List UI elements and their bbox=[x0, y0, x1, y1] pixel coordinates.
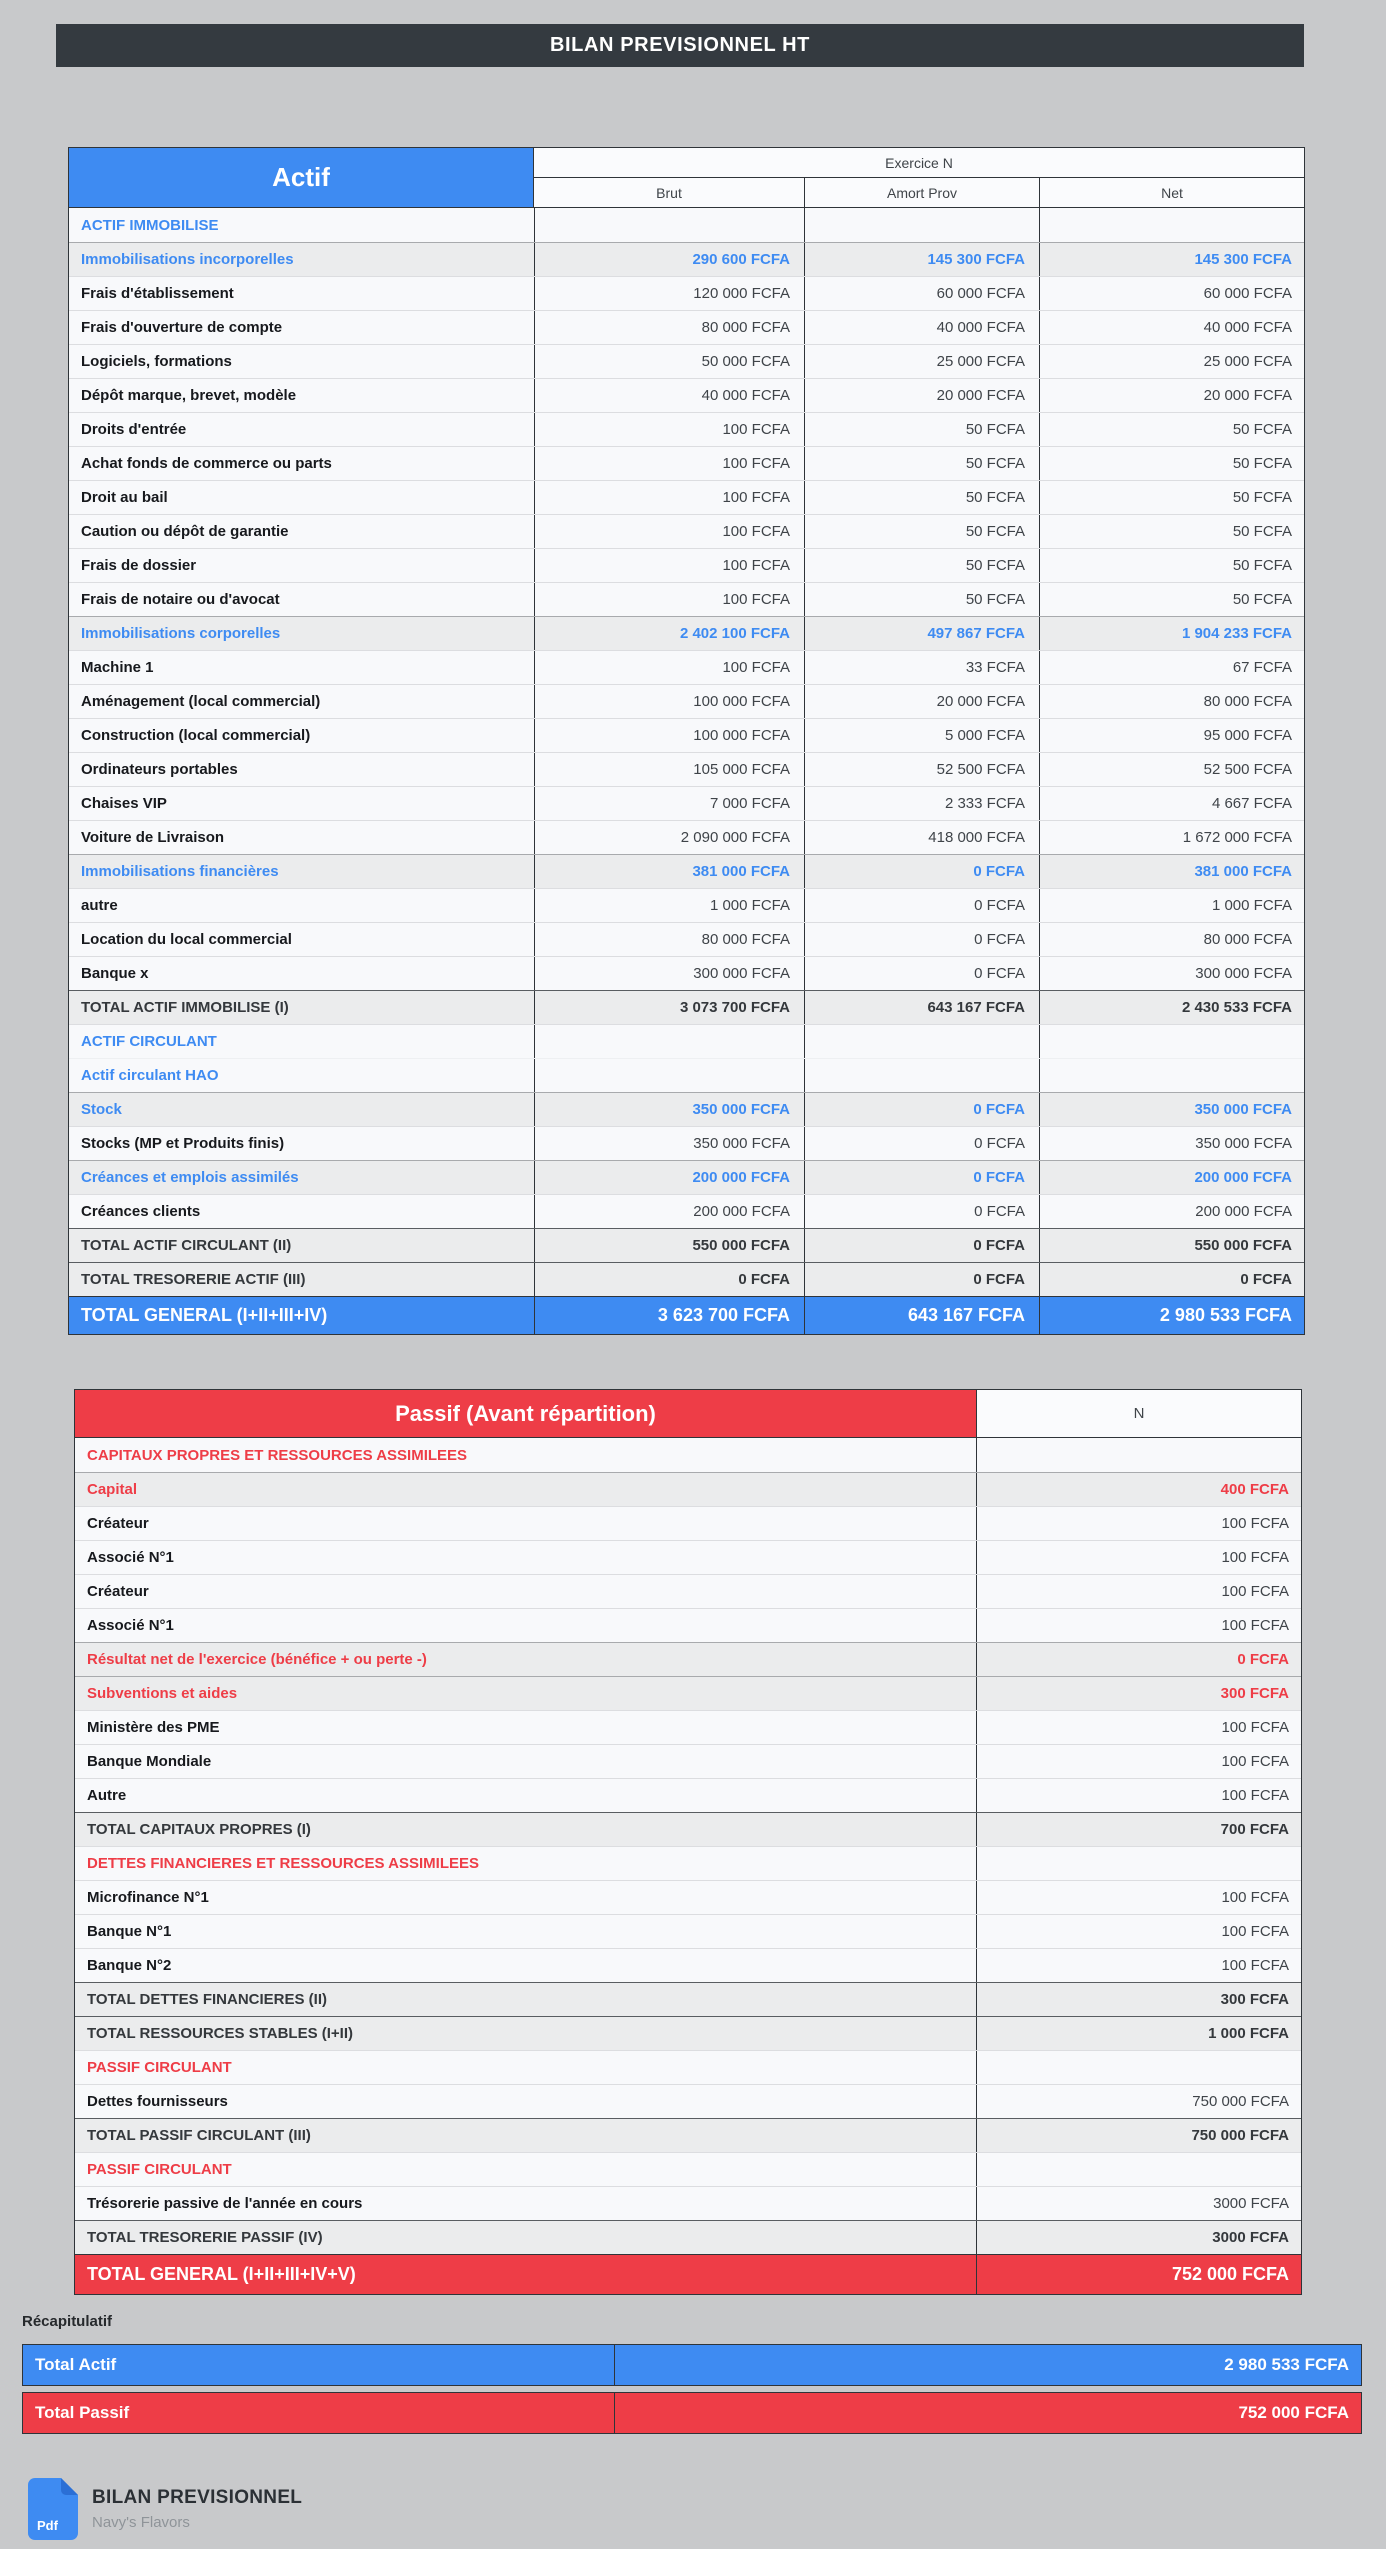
n-value: 400 FCFA bbox=[976, 1473, 1303, 1506]
net-value: 20 000 FCFA bbox=[1039, 379, 1306, 412]
brut-value: 550 000 FCFA bbox=[534, 1229, 804, 1262]
n-value: 100 FCFA bbox=[976, 1541, 1303, 1574]
net-value: 300 000 FCFA bbox=[1039, 957, 1306, 990]
passif-row bbox=[75, 1744, 1301, 1778]
row-label: Banque x bbox=[81, 965, 149, 982]
amort-prov-value: 40 000 FCFA bbox=[804, 311, 1039, 344]
row-label: TOTAL CAPITAUX PROPRES (I) bbox=[87, 1821, 311, 1838]
pdf-attachment[interactable] bbox=[28, 2478, 302, 2540]
passif-table-title: Passif (Avant répartition) bbox=[75, 1390, 976, 1437]
amort-prov-value: 418 000 FCFA bbox=[804, 821, 1039, 854]
passif-row bbox=[75, 1778, 1301, 1812]
net-value: 40 000 FCFA bbox=[1039, 311, 1306, 344]
row-label: Voiture de Livraison bbox=[81, 829, 225, 846]
n-value: 752 000 FCFA bbox=[976, 2255, 1303, 2294]
row-label: Droit au bail bbox=[81, 489, 168, 506]
row-label: Trésorerie passive de l'année en cours bbox=[87, 2195, 363, 2212]
brut-value: 7 000 FCFA bbox=[534, 787, 804, 820]
row-label: TOTAL DETTES FINANCIERES (II) bbox=[87, 1991, 328, 2008]
row-label: Aménagement (local commercial) bbox=[81, 693, 321, 710]
net-value: 50 FCFA bbox=[1039, 413, 1306, 446]
actif-row bbox=[69, 922, 1304, 956]
amort-prov-value: 50 FCFA bbox=[804, 447, 1039, 480]
brut-value: 40 000 FCFA bbox=[534, 379, 804, 412]
row-label: Créances et emplois assimilés bbox=[81, 1169, 299, 1186]
row-label: ACTIF CIRCULANT bbox=[81, 1033, 217, 1050]
recap-value: 2 980 533 FCFA bbox=[1224, 2355, 1349, 2374]
passif-row bbox=[75, 1880, 1301, 1914]
row-label: Location du local commercial bbox=[81, 931, 292, 948]
row-label: Créateur bbox=[87, 1583, 149, 1600]
actif-row bbox=[69, 888, 1304, 922]
passif-row bbox=[75, 1676, 1301, 1710]
net-value: 1 000 FCFA bbox=[1039, 889, 1306, 922]
passif-row bbox=[75, 2152, 1301, 2186]
row-label: Banque Mondiale bbox=[87, 1753, 212, 1770]
amort-prov-value: 145 300 FCFA bbox=[804, 243, 1039, 276]
n-value bbox=[976, 2153, 1303, 2186]
column-header-brut: Brut bbox=[656, 184, 682, 201]
row-label: Associé N°1 bbox=[87, 1617, 174, 1634]
row-label: Frais d'établissement bbox=[81, 285, 234, 302]
net-value: 381 000 FCFA bbox=[1039, 855, 1306, 888]
row-label: Autre bbox=[87, 1787, 127, 1804]
actif-row bbox=[69, 820, 1304, 854]
actif-row bbox=[69, 276, 1304, 310]
amort-prov-value: 643 167 FCFA bbox=[804, 1297, 1039, 1334]
net-value: 60 000 FCFA bbox=[1039, 277, 1306, 310]
actif-row bbox=[69, 1296, 1304, 1334]
brut-value: 100 000 FCFA bbox=[534, 685, 804, 718]
passif-row bbox=[75, 2050, 1301, 2084]
passif-row bbox=[75, 2118, 1301, 2152]
net-value: 145 300 FCFA bbox=[1039, 243, 1306, 276]
amort-prov-value: 2 333 FCFA bbox=[804, 787, 1039, 820]
actif-row bbox=[69, 956, 1304, 990]
passif-row bbox=[75, 1948, 1301, 1982]
actif-row bbox=[69, 344, 1304, 378]
row-label: Frais d'ouverture de compte bbox=[81, 319, 283, 336]
amort-prov-value bbox=[804, 208, 1039, 242]
actif-row bbox=[69, 718, 1304, 752]
brut-value: 100 FCFA bbox=[534, 515, 804, 548]
actif-row bbox=[69, 446, 1304, 480]
actif-row bbox=[69, 378, 1304, 412]
recap-rows bbox=[22, 2344, 1362, 2434]
net-value: 80 000 FCFA bbox=[1039, 923, 1306, 956]
net-value: 25 000 FCFA bbox=[1039, 345, 1306, 378]
recap-row bbox=[22, 2392, 1362, 2434]
amort-prov-value: 0 FCFA bbox=[804, 889, 1039, 922]
passif-row bbox=[75, 1642, 1301, 1676]
n-value: 100 FCFA bbox=[976, 1915, 1303, 1948]
row-label: Associé N°1 bbox=[87, 1549, 174, 1566]
amort-prov-value: 497 867 FCFA bbox=[804, 617, 1039, 650]
brut-value: 350 000 FCFA bbox=[534, 1093, 804, 1126]
actif-row bbox=[69, 548, 1304, 582]
amort-prov-value: 50 FCFA bbox=[804, 413, 1039, 446]
net-value: 200 000 FCFA bbox=[1039, 1195, 1306, 1228]
actif-row bbox=[69, 1024, 1304, 1058]
amort-prov-value: 0 FCFA bbox=[804, 1127, 1039, 1160]
row-label: TOTAL TRESORERIE ACTIF (III) bbox=[81, 1271, 306, 1288]
amort-prov-value: 0 FCFA bbox=[804, 1161, 1039, 1194]
pdf-file-icon[interactable] bbox=[28, 2478, 78, 2540]
brut-value: 3 623 700 FCFA bbox=[534, 1297, 804, 1334]
actif-row bbox=[69, 854, 1304, 888]
n-value: 3000 FCFA bbox=[976, 2221, 1303, 2254]
attachment-text bbox=[92, 2487, 302, 2531]
row-label: Machine 1 bbox=[81, 659, 154, 676]
n-value: 750 000 FCFA bbox=[976, 2085, 1303, 2118]
row-label: Logiciels, formations bbox=[81, 353, 232, 370]
n-value: 100 FCFA bbox=[976, 1881, 1303, 1914]
net-value: 80 000 FCFA bbox=[1039, 685, 1306, 718]
row-label: Dépôt marque, brevet, modèle bbox=[81, 387, 297, 404]
brut-value: 200 000 FCFA bbox=[534, 1161, 804, 1194]
net-value: 2 980 533 FCFA bbox=[1039, 1297, 1306, 1334]
n-value bbox=[976, 1847, 1303, 1880]
row-label: TOTAL GENERAL (I+II+III+IV+V) bbox=[87, 2264, 356, 2284]
amort-prov-value: 33 FCFA bbox=[804, 651, 1039, 684]
actif-table-title: Actif bbox=[69, 148, 534, 207]
net-value: 50 FCFA bbox=[1039, 583, 1306, 616]
brut-value: 2 402 100 FCFA bbox=[534, 617, 804, 650]
row-label: TOTAL RESSOURCES STABLES (I+II) bbox=[87, 2025, 354, 2042]
brut-value bbox=[534, 1025, 804, 1058]
brut-value: 100 FCFA bbox=[534, 651, 804, 684]
row-label: Immobilisations corporelles bbox=[81, 625, 281, 642]
row-label: Ministère des PME bbox=[87, 1719, 220, 1736]
row-label: Créances clients bbox=[81, 1203, 201, 1220]
row-label: Immobilisations incorporelles bbox=[81, 251, 294, 268]
actif-columns-header bbox=[534, 148, 1304, 207]
n-value: 100 FCFA bbox=[976, 1609, 1303, 1642]
column-header-amort-prov: Amort Prov bbox=[804, 178, 1039, 207]
passif-row bbox=[75, 2186, 1301, 2220]
row-label: Chaises VIP bbox=[81, 795, 167, 812]
recap-value: 752 000 FCFA bbox=[1238, 2403, 1349, 2422]
attachment-subtitle: Navy's Flavors bbox=[92, 2514, 190, 2531]
exercice-group-header: Exercice N bbox=[534, 148, 1304, 178]
row-label: Frais de dossier bbox=[81, 557, 197, 574]
actif-row bbox=[69, 990, 1304, 1024]
n-value bbox=[976, 1438, 1303, 1472]
amort-prov-value: 0 FCFA bbox=[804, 1093, 1039, 1126]
row-label: TOTAL ACTIF CIRCULANT (II) bbox=[81, 1237, 292, 1254]
actif-row bbox=[69, 480, 1304, 514]
brut-value: 350 000 FCFA bbox=[534, 1127, 804, 1160]
net-value: 67 FCFA bbox=[1039, 651, 1306, 684]
amort-prov-value: 0 FCFA bbox=[804, 1229, 1039, 1262]
n-value: 100 FCFA bbox=[976, 1949, 1303, 1982]
net-value: 350 000 FCFA bbox=[1039, 1093, 1306, 1126]
actif-table-header bbox=[69, 148, 1304, 208]
brut-value: 120 000 FCFA bbox=[534, 277, 804, 310]
row-label: Stocks (MP et Produits finis) bbox=[81, 1135, 285, 1152]
brut-value: 100 FCFA bbox=[534, 583, 804, 616]
amort-prov-value: 5 000 FCFA bbox=[804, 719, 1039, 752]
n-value: 100 FCFA bbox=[976, 1575, 1303, 1608]
net-value: 52 500 FCFA bbox=[1039, 753, 1306, 786]
amort-prov-value: 0 FCFA bbox=[804, 1263, 1039, 1296]
actif-row bbox=[69, 616, 1304, 650]
passif-table-body bbox=[75, 1438, 1301, 2294]
row-label: PASSIF CIRCULANT bbox=[87, 2059, 232, 2076]
passif-table bbox=[74, 1389, 1302, 2295]
recap-label: Total Passif bbox=[23, 2393, 615, 2433]
pdf-icon-label: Pdf bbox=[37, 2518, 58, 2533]
row-label: Immobilisations financières bbox=[81, 863, 279, 880]
row-label: Dettes fournisseurs bbox=[87, 2093, 228, 2110]
row-label: Stock bbox=[81, 1101, 122, 1118]
amort-prov-value: 50 FCFA bbox=[804, 549, 1039, 582]
attachment-title: BILAN PREVISIONNEL bbox=[92, 2487, 303, 2508]
passif-row bbox=[75, 2084, 1301, 2118]
net-value: 1 904 233 FCFA bbox=[1039, 617, 1306, 650]
actif-row bbox=[69, 412, 1304, 446]
net-value: 350 000 FCFA bbox=[1039, 1127, 1306, 1160]
n-value: 300 FCFA bbox=[976, 1983, 1303, 2016]
actif-row bbox=[69, 310, 1304, 344]
brut-value bbox=[534, 208, 804, 242]
actif-row bbox=[69, 684, 1304, 718]
recap-title: Récapitulatif bbox=[22, 2313, 113, 2330]
row-label: Construction (local commercial) bbox=[81, 727, 311, 744]
column-header-net: Net bbox=[1039, 178, 1304, 207]
net-value: 50 FCFA bbox=[1039, 549, 1306, 582]
brut-value: 100 FCFA bbox=[534, 549, 804, 582]
brut-value: 381 000 FCFA bbox=[534, 855, 804, 888]
amort-prov-value: 60 000 FCFA bbox=[804, 277, 1039, 310]
net-value: 50 FCFA bbox=[1039, 515, 1306, 548]
passif-row bbox=[75, 1540, 1301, 1574]
row-label: Frais de notaire ou d'avocat bbox=[81, 591, 280, 608]
brut-value: 80 000 FCFA bbox=[534, 923, 804, 956]
amort-prov-value: 50 FCFA bbox=[804, 481, 1039, 514]
passif-row bbox=[75, 1982, 1301, 2016]
amort-prov-value: 20 000 FCFA bbox=[804, 379, 1039, 412]
brut-value: 290 600 FCFA bbox=[534, 243, 804, 276]
n-value: 700 FCFA bbox=[976, 1813, 1303, 1846]
net-value: 95 000 FCFA bbox=[1039, 719, 1306, 752]
brut-value: 105 000 FCFA bbox=[534, 753, 804, 786]
brut-value bbox=[534, 1059, 804, 1092]
actif-row bbox=[69, 752, 1304, 786]
net-value: 4 667 FCFA bbox=[1039, 787, 1306, 820]
passif-row bbox=[75, 1472, 1301, 1506]
actif-row bbox=[69, 786, 1304, 820]
passif-row bbox=[75, 1438, 1301, 1472]
n-value bbox=[976, 2051, 1303, 2084]
brut-value: 80 000 FCFA bbox=[534, 311, 804, 344]
amort-prov-value: 0 FCFA bbox=[804, 855, 1039, 888]
actif-row bbox=[69, 514, 1304, 548]
amort-prov-value: 50 FCFA bbox=[804, 583, 1039, 616]
net-value: 50 FCFA bbox=[1039, 447, 1306, 480]
row-label: TOTAL GENERAL (I+II+III+IV) bbox=[81, 1305, 328, 1325]
actif-row bbox=[69, 1194, 1304, 1228]
brut-value: 3 073 700 FCFA bbox=[534, 991, 804, 1024]
actif-row bbox=[69, 208, 1304, 242]
row-label: DETTES FINANCIERES ET RESSOURCES ASSIMILEES bbox=[87, 1855, 479, 1872]
brut-value: 50 000 FCFA bbox=[534, 345, 804, 378]
brut-value: 100 FCFA bbox=[534, 447, 804, 480]
actif-row bbox=[69, 1092, 1304, 1126]
row-label: Banque N°1 bbox=[87, 1923, 172, 1940]
report-title: BILAN PREVISIONNEL HT bbox=[549, 34, 811, 56]
n-value: 100 FCFA bbox=[976, 1507, 1303, 1540]
net-value: 200 000 FCFA bbox=[1039, 1161, 1306, 1194]
row-label: PASSIF CIRCULANT bbox=[87, 2161, 232, 2178]
actif-row bbox=[69, 1058, 1304, 1092]
row-label: ACTIF IMMOBILISE bbox=[81, 216, 219, 234]
column-header-n: N bbox=[976, 1390, 1301, 1437]
recap-section bbox=[22, 2313, 1362, 2440]
row-label: Subventions et aides bbox=[87, 1685, 238, 1702]
row-label: Créateur bbox=[87, 1515, 149, 1532]
brut-value: 200 000 FCFA bbox=[534, 1195, 804, 1228]
brut-value: 100 000 FCFA bbox=[534, 719, 804, 752]
amort-prov-value bbox=[804, 1059, 1039, 1092]
row-label: Ordinateurs portables bbox=[81, 761, 238, 778]
n-value: 100 FCFA bbox=[976, 1711, 1303, 1744]
net-value: 0 FCFA bbox=[1039, 1263, 1306, 1296]
row-label: Résultat net de l'exercice (bénéfice + ou perte -) bbox=[87, 1651, 427, 1668]
amort-prov-value: 0 FCFA bbox=[804, 1195, 1039, 1228]
amort-prov-value: 52 500 FCFA bbox=[804, 753, 1039, 786]
row-label: CAPITAUX PROPRES ET RESSOURCES ASSIMILEES bbox=[87, 1446, 468, 1464]
passif-row bbox=[75, 1710, 1301, 1744]
n-value: 300 FCFA bbox=[976, 1677, 1303, 1710]
row-label: Caution ou dépôt de garantie bbox=[81, 523, 289, 540]
actif-row bbox=[69, 1126, 1304, 1160]
row-label: Microfinance N°1 bbox=[87, 1889, 209, 1906]
row-label: TOTAL ACTIF IMMOBILISE (I) bbox=[81, 999, 289, 1016]
passif-row bbox=[75, 1574, 1301, 1608]
brut-value: 2 090 000 FCFA bbox=[534, 821, 804, 854]
amort-prov-value: 643 167 FCFA bbox=[804, 991, 1039, 1024]
row-label: Banque N°2 bbox=[87, 1957, 172, 1974]
n-value: 1 000 FCFA bbox=[976, 2017, 1303, 2050]
net-value: 1 672 000 FCFA bbox=[1039, 821, 1306, 854]
passif-table-header bbox=[75, 1390, 1301, 1438]
passif-row bbox=[75, 1846, 1301, 1880]
actif-row bbox=[69, 650, 1304, 684]
brut-value: 0 FCFA bbox=[534, 1263, 804, 1296]
row-label: TOTAL PASSIF CIRCULANT (III) bbox=[87, 2127, 311, 2144]
row-label: Capital bbox=[87, 1481, 138, 1498]
actif-table bbox=[68, 147, 1305, 1335]
row-label: Actif circulant HAO bbox=[81, 1067, 219, 1084]
amort-prov-value: 50 FCFA bbox=[804, 515, 1039, 548]
row-label: autre bbox=[81, 897, 118, 914]
actif-row bbox=[69, 1160, 1304, 1194]
passif-row bbox=[75, 2254, 1301, 2294]
n-value: 100 FCFA bbox=[976, 1779, 1303, 1812]
row-label: Achat fonds de commerce ou parts bbox=[81, 455, 332, 472]
passif-row bbox=[75, 1914, 1301, 1948]
amort-prov-value: 0 FCFA bbox=[804, 923, 1039, 956]
row-label: TOTAL TRESORERIE PASSIF (IV) bbox=[87, 2229, 323, 2246]
actif-row bbox=[69, 1228, 1304, 1262]
net-value bbox=[1039, 208, 1306, 242]
brut-value: 100 FCFA bbox=[534, 481, 804, 514]
brut-value: 100 FCFA bbox=[534, 413, 804, 446]
brut-value: 1 000 FCFA bbox=[534, 889, 804, 922]
amort-prov-value bbox=[804, 1025, 1039, 1058]
passif-row bbox=[75, 1608, 1301, 1642]
amort-prov-value: 0 FCFA bbox=[804, 957, 1039, 990]
net-value bbox=[1039, 1025, 1306, 1058]
actif-row bbox=[69, 582, 1304, 616]
net-value bbox=[1039, 1059, 1306, 1092]
net-value: 50 FCFA bbox=[1039, 481, 1306, 514]
amort-prov-value: 25 000 FCFA bbox=[804, 345, 1039, 378]
n-value: 750 000 FCFA bbox=[976, 2119, 1303, 2152]
passif-row bbox=[75, 1506, 1301, 1540]
passif-row bbox=[75, 1812, 1301, 1846]
actif-table-body bbox=[69, 208, 1304, 1334]
passif-row bbox=[75, 2016, 1301, 2050]
recap-label: Total Actif bbox=[23, 2345, 615, 2385]
passif-row bbox=[75, 2220, 1301, 2254]
brut-value: 300 000 FCFA bbox=[534, 957, 804, 990]
n-value: 100 FCFA bbox=[976, 1745, 1303, 1778]
report-title-bar bbox=[56, 24, 1304, 67]
row-label: Droits d'entrée bbox=[81, 421, 187, 438]
n-value: 3000 FCFA bbox=[976, 2187, 1303, 2220]
n-value: 0 FCFA bbox=[976, 1643, 1303, 1676]
actif-row bbox=[69, 1262, 1304, 1296]
actif-row bbox=[69, 242, 1304, 276]
recap-row bbox=[22, 2344, 1362, 2386]
amort-prov-value: 20 000 FCFA bbox=[804, 685, 1039, 718]
net-value: 550 000 FCFA bbox=[1039, 1229, 1306, 1262]
net-value: 2 430 533 FCFA bbox=[1039, 991, 1306, 1024]
